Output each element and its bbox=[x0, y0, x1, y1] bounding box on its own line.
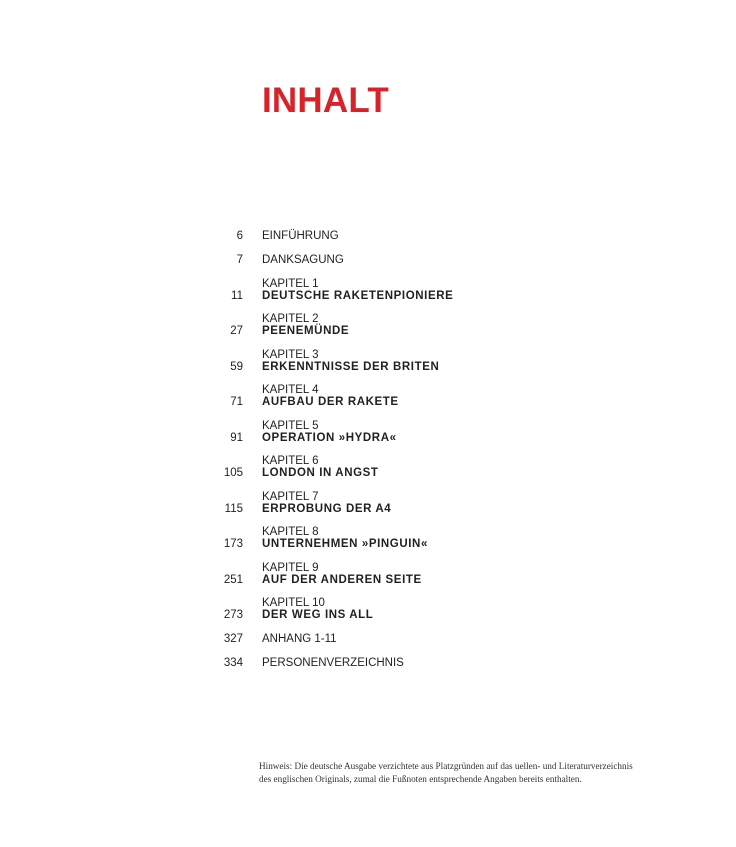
toc-section-title: ANHANG 1-11 bbox=[262, 632, 337, 645]
toc-entry bbox=[200, 597, 620, 621]
toc-entry bbox=[200, 420, 620, 444]
toc-entry bbox=[200, 562, 620, 586]
toc-page-number: 251 bbox=[223, 573, 243, 586]
toc-entry bbox=[200, 313, 620, 337]
toc-entry bbox=[200, 491, 620, 515]
toc-page-number: 105 bbox=[223, 467, 243, 479]
toc-page-number: 6 bbox=[236, 230, 243, 242]
toc-chapter-title: ERKENNTNISSE DER BRITEN bbox=[262, 360, 440, 373]
toc-entry bbox=[200, 657, 620, 669]
table-of-contents bbox=[200, 230, 620, 669]
toc-page-number: 273 bbox=[223, 609, 243, 621]
toc-chapter-title: AUFBAU DER RAKETE bbox=[262, 396, 399, 408]
footnote-line-2: des englischen Originals, zumal die Fußnoten entsprechende Angaben bereits enthalten. bbox=[259, 773, 582, 784]
toc-page-number: 11 bbox=[231, 289, 243, 302]
toc-entry bbox=[200, 254, 620, 266]
toc-entry bbox=[200, 278, 620, 302]
page-title: INHALT bbox=[262, 81, 389, 120]
footnote bbox=[259, 760, 679, 785]
toc-entry bbox=[200, 526, 620, 550]
toc-chapter-label: KAPITEL 10 bbox=[262, 597, 325, 609]
toc-chapter-label: KAPITEL 5 bbox=[262, 419, 319, 432]
toc-section-title: DANKSAGUNG bbox=[262, 254, 344, 266]
toc-chapter-title: DEUTSCHE RAKETENPIONIERE bbox=[262, 289, 454, 302]
toc-section-title: EINFÜHRUNG bbox=[262, 230, 339, 242]
toc-chapter-title: PEENEMÜNDE bbox=[262, 325, 350, 337]
toc-page-number: 59 bbox=[230, 360, 243, 373]
toc-chapter-label: KAPITEL 1 bbox=[262, 277, 319, 290]
toc-page-number: 115 bbox=[224, 502, 243, 515]
toc-entry bbox=[200, 633, 620, 645]
toc-page-number: 91 bbox=[230, 431, 243, 444]
toc-page-number: 7 bbox=[236, 254, 243, 266]
toc-chapter-label: KAPITEL 7 bbox=[262, 490, 319, 503]
toc-entry bbox=[200, 384, 620, 408]
toc-chapter-label: KAPITEL 8 bbox=[262, 526, 319, 538]
toc-chapter-title: DER WEG INS ALL bbox=[262, 609, 374, 621]
toc-page-number: 334 bbox=[223, 656, 243, 669]
toc-page-number: 327 bbox=[223, 632, 243, 645]
toc-chapter-label: KAPITEL 6 bbox=[262, 455, 319, 467]
toc-chapter-title: LONDON IN ANGST bbox=[262, 467, 379, 479]
toc-chapter-label: KAPITEL 3 bbox=[262, 348, 319, 361]
toc-chapter-title: AUF DER ANDEREN SEITE bbox=[262, 573, 422, 586]
toc-chapter-label: KAPITEL 4 bbox=[262, 384, 319, 396]
toc-chapter-title: ERPROBUNG DER A4 bbox=[262, 502, 392, 515]
toc-entry bbox=[200, 349, 620, 373]
toc-chapter-label: KAPITEL 2 bbox=[262, 313, 319, 325]
footnote-line-1: Hinweis: Die deutsche Ausgabe verzichtete aus Platzgründen auf das uellen- und Literaturverzeichnis bbox=[259, 761, 633, 771]
toc-entry bbox=[200, 230, 620, 242]
toc-page-number: 27 bbox=[230, 325, 243, 337]
toc-chapter-label: KAPITEL 9 bbox=[262, 561, 319, 574]
toc-section-title: PERSONENVERZEICHNIS bbox=[262, 656, 404, 669]
toc-page-number: 173 bbox=[223, 538, 243, 550]
toc-chapter-title: OPERATION »HYDRA« bbox=[262, 431, 397, 444]
toc-chapter-title: UNTERNEHMEN »PINGUIN« bbox=[262, 538, 428, 550]
toc-entry bbox=[200, 455, 620, 479]
toc-page-number: 71 bbox=[230, 396, 243, 408]
